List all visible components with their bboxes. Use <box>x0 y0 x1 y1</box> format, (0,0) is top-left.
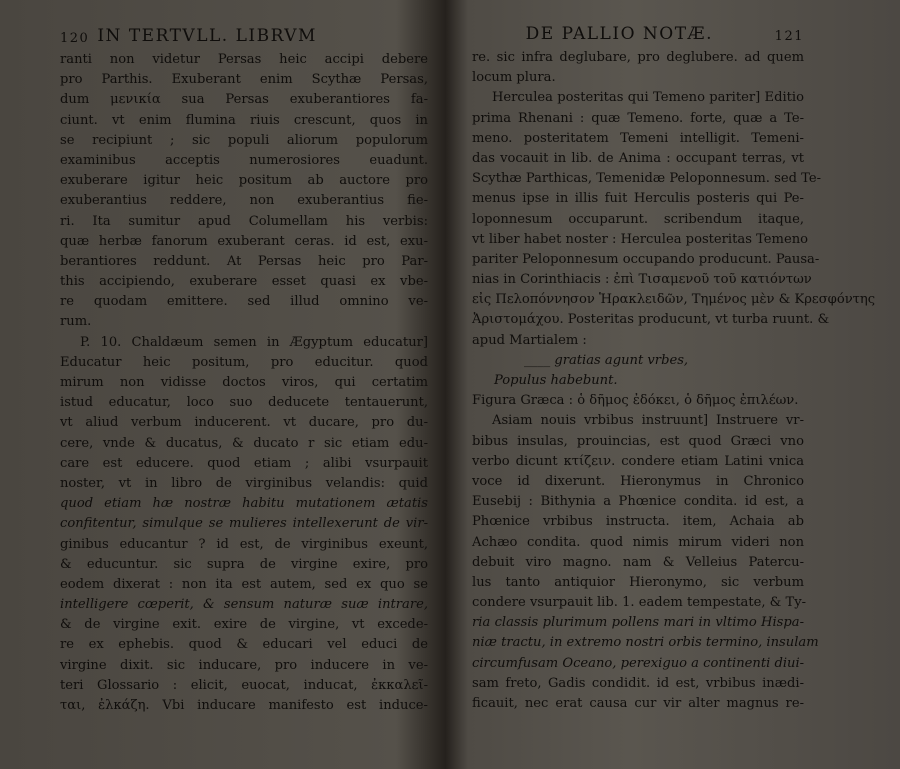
text-line: εἰς Πελοπόννησον Ἡρακλειδῶν, Τημένος μὲν & Κρεσφόντης <box>472 292 876 308</box>
text-line: ciunt. vt enim flumina riuis crescunt, quos in <box>60 112 428 128</box>
right-page <box>472 0 876 769</box>
right-running-head <box>472 0 804 44</box>
left-page <box>60 0 428 769</box>
left-running-head <box>60 0 428 46</box>
text-line: condere vsurpauit lib. 1. eadem tempestate, & Ty- <box>472 595 807 611</box>
text-line: voce id dixerunt. Hieronymus in Chronico <box>472 473 804 489</box>
text-line: quæ herbæ fanorum exuberant ceras. id est, exu- <box>60 233 428 249</box>
text-line: & de virgine exit. exire de virgine, vt excede- <box>60 617 428 633</box>
text-line: Asiam nouis vrbibus instruunt] Instruere vr- <box>492 413 804 429</box>
text-line: exuberantius reddere, non exuberantius fie- <box>60 193 428 209</box>
text-line: pro Parthis. Exuberant enim Scythæ Persas, <box>60 72 428 88</box>
text-line: intelligere cœperit, & sensum naturæ suæ intrare, <box>60 597 428 613</box>
verse-line: Populus habebunt. <box>494 373 618 388</box>
text-line: ria classis plurimum pollens mari in vltimo Hispa- <box>472 615 804 631</box>
text-line: Eusebij : Bithynia a Phœnice condita. id est, a <box>472 494 804 510</box>
text-line: ται, ἐλκάζη. Vbi inducare manifesto est induce- <box>60 698 428 713</box>
right-text-block <box>472 48 876 714</box>
text-line: teri Glossario : elicit, euocat, inducat, ἐκκαλεῖ- <box>60 677 428 693</box>
text-line: locum plura. <box>472 70 556 86</box>
text-line: care est educere. quod etiam ; alibi vsurpauit <box>60 455 428 471</box>
right-folio: 121 <box>774 29 804 44</box>
text-line: circumfusam Oceano, perexiguo a continenti diui- <box>472 655 805 671</box>
text-line: ri. Ita sumitur apud Columellam his verbis: <box>60 213 428 229</box>
text-line: debuit viro magno. nam & Velleius Patercu- <box>472 554 804 570</box>
text-line: apud Martialem : <box>472 332 587 348</box>
text-line: istud educatur, loco suo deducete tentauerunt, <box>60 395 428 411</box>
text-line: bibus insulas, prouincias, est quod Græci vno <box>472 433 804 449</box>
text-line: pariter Peloponnesum occupando producunt. Pausa- <box>472 251 820 267</box>
verse-line: ____ gratias agunt vrbes, <box>524 352 689 368</box>
text-line: Achæo condita. quod nimis mirum videri non <box>472 534 804 550</box>
text-line: dum μενικία sua Persas exuberantiores fa- <box>60 92 428 108</box>
text-line: re quodam emittere. sed illud omnino ve- <box>60 294 428 310</box>
text-line: Scythæ Parthicas, Temenidæ Peloponnesum. sed Te- <box>472 171 822 187</box>
text-line: nias in Corinthiacis : ἐπὶ Τισαμενοῦ τοῦ κατιόντων <box>472 272 812 288</box>
text-line: sam freto, Gadis condidit. id est, vrbibus inædi- <box>472 675 804 691</box>
text-line: noster, vt in libro de virginibus velandis: quid <box>60 475 428 491</box>
text-line: re. sic infra deglubare, pro deglubere. ad quem <box>472 50 804 65</box>
text-line: Ἀριστομάχου. Posteritas producunt, vt turba ruunt. & <box>472 312 830 328</box>
text-line: verbo dicunt κτίζειν. condere etiam Latini vnica <box>472 453 804 469</box>
text-line: meno. posteritatem Temeni intelligit. Temeni- <box>472 130 804 146</box>
text-line: virgine dixit. sic inducare, pro inducere in ve- <box>60 657 428 673</box>
left-title: IN TERTVLL. LIBRVM <box>97 26 317 46</box>
left-text-block <box>60 50 428 716</box>
text-line: exuberare igitur heic positum ab auctore pro <box>60 173 428 189</box>
text-line: Herculea posteritas qui Temeno pariter] Editio <box>492 90 804 106</box>
text-line: lus tanto antiquior Hieronymo, sic verbum <box>472 574 804 590</box>
text-line: this accipiendo, exuberare esset quasi ex vbe- <box>60 274 428 290</box>
text-line: se recipiunt ; sic populi aliorum populorum <box>60 132 428 148</box>
text-line: niæ tractu, in extremo nostri orbis termino, insulam <box>472 635 819 651</box>
text-line: & educuntur. sic supra de virgine exire, pro <box>60 556 428 572</box>
text-line: ginibus educantur ? id est, de virginibus exeunt, <box>60 536 428 552</box>
text-line: Educatur heic positum, pro educitur. quod <box>60 354 428 370</box>
text-line: ranti non videtur Persas heic accipi debere <box>60 52 428 67</box>
text-line: eodem dixerat : non ita est autem, sed ex quo se <box>60 576 428 592</box>
text-line: menus ipse in illis fuit Herculis posteris qui Pe- <box>472 191 804 207</box>
text-line: confitentur, simulque se mulieres intellexerunt de vir- <box>60 516 428 532</box>
text-line: cere, vnde & ducatus, & ducato r sic etiam edu- <box>60 435 428 451</box>
text-line: vt aliud verbum inducerent. vt ducare, pro du- <box>60 415 428 431</box>
text-line: Phœnice vrbibus instructa. item, Achaia ab <box>472 514 804 530</box>
text-line: re ex ephebis. quod & educari vel educi de <box>60 637 428 653</box>
text-line: mirum non vidisse doctos viros, qui certatim <box>60 375 428 390</box>
text-line: examinibus acceptis numerosiores euadunt. <box>60 152 428 168</box>
text-line: loponnesum occuparunt. scribendum itaque, <box>472 211 804 227</box>
text-line: rum. <box>60 314 92 330</box>
right-title: DE PALLIO NOTÆ. <box>525 24 713 44</box>
text-line: P. 10. Chaldæum semen in Ægyptum educatur] <box>80 334 428 350</box>
text-line: prima Rhenani : quæ Temeno. forte, quæ a Te- <box>472 110 804 126</box>
text-line: vt liber habet noster : Herculea posteritas Temeno <box>472 231 809 247</box>
text-line: quod etiam hæ nostræ habitu mutationem ætatis <box>60 496 428 512</box>
text-line: ficauit, nec erat causa cur vir alter magnus re- <box>472 696 804 711</box>
text-line: berantiores reddunt. At Persas heic pro Par- <box>60 253 428 269</box>
text-line: das vocauit in lib. de Anima : occupant terras, vt <box>472 150 804 166</box>
text-line: Figura Græca : ὁ δῆμος ἐδόκει, ὁ δῆμος ἐπιλέων. <box>472 393 799 409</box>
left-folio: 120 <box>60 31 90 46</box>
